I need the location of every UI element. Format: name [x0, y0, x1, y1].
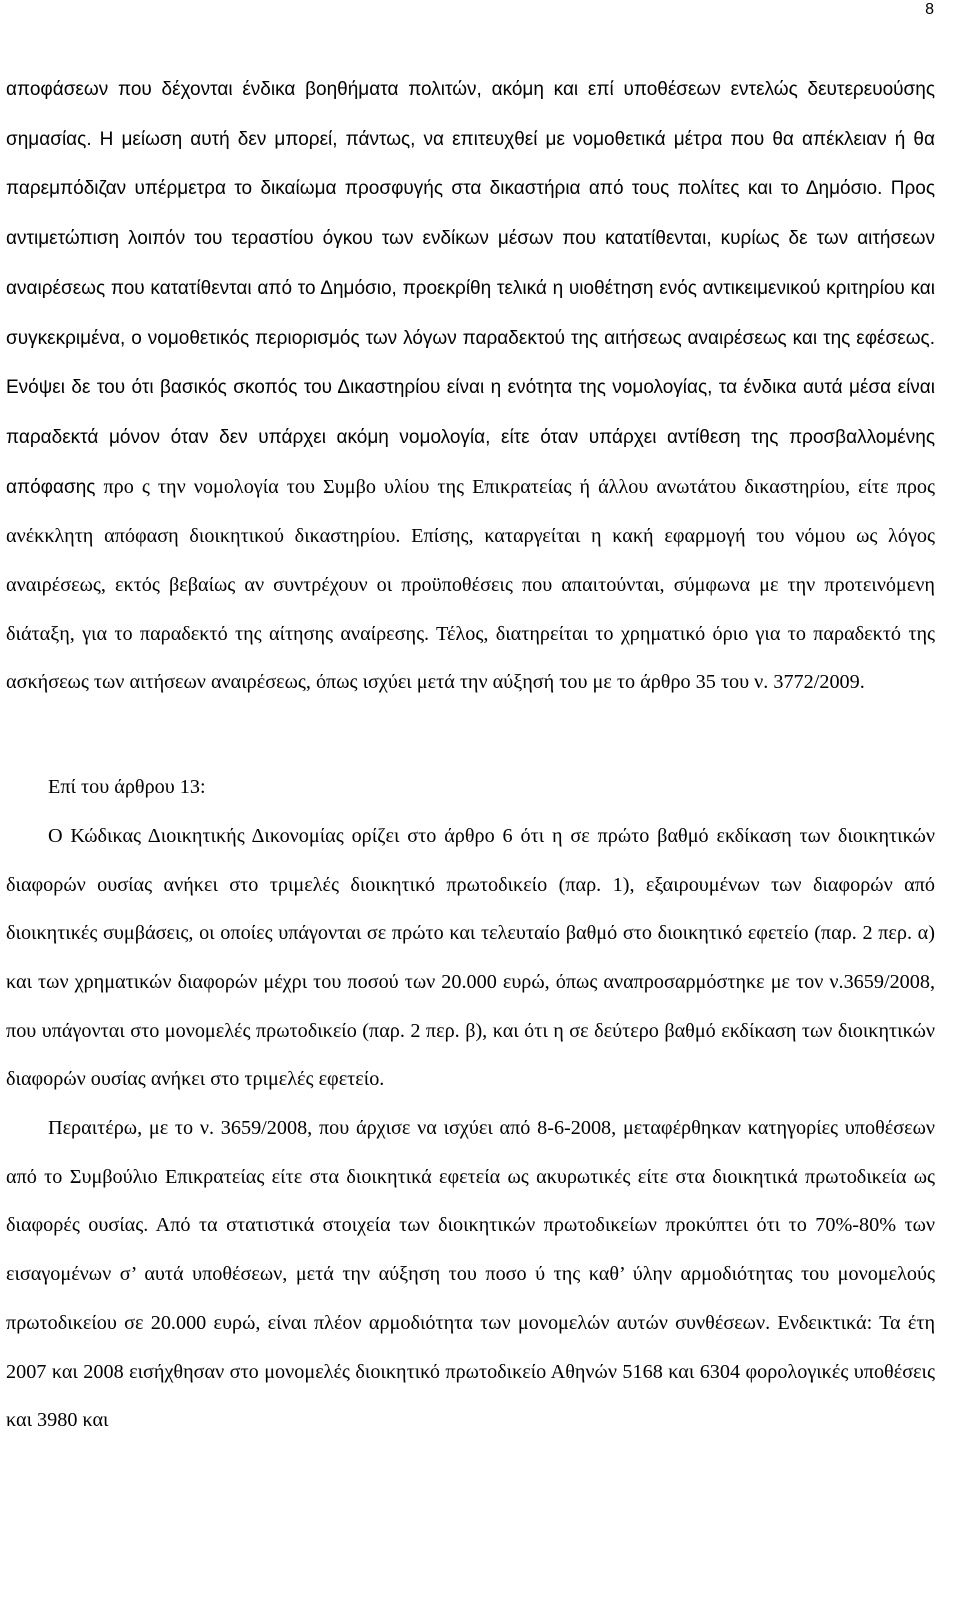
paragraph-text-sans: αποφάσεων που δέχονται ένδικα βοηθήματα πολιτών, ακόμη και επί υποθέσεων εντελώς δευτερευούσης σημασίας. Η μείωση αυτή δεν μπορεί, πάντως, να επιτευχθεί με νομοθετικά μέτρα που θα απέκλειαν ή θα παρεμπόδιζαν υπέρμετρα το δικαίωμα προσφυγής στα δικαστήρια από τους πολίτες και το Δημόσιο. Προς αντιμετώπιση λοιπόν του τεραστίου όγκου των ενδίκων μέσων που κατατίθενται, κυρίως δε των αιτήσεων αναιρέσεως που κατατίθενται από το Δημόσιο, προεκρίθη τελικά η υιοθέτηση ενός αντικειμενικού κριτηρίου και συγκεκριμένα, ο νομοθετικός περιορισμός των λόγων παραδεκτού της αιτήσεως αναιρέσεως και της εφέσεως. Ενόψει δε του ότι βασικός σκοπός του Δικαστηρίου είναι η ενότητα της νομολογίας, τα ένδικα αυτά μέσα είναι παραδεκτά μόνον όταν δεν υπάρχει ακόμη νομολογία, είτε όταν υπάρχει αντίθεση της προσβαλλομένης απόφασης — [6, 79, 935, 498]
section-heading-article-13: Επί του άρθρου 13: — [48, 776, 206, 799]
paragraph-continuation — [6, 65, 935, 707]
paragraph-further: Περαιτέρω, με το ν. 3659/2008, που άρχισε να ισχύει από 8-6-2008, μεταφέρθηκαν κατηγορίες υποθέσεων από το Συμβούλιο Επικρατείας είτε στα διοικητικά εφετεία ως ακυρωτικές είτε στα διοικητικά πρωτοδικεία ως διαφορές ουσίας. Από τα στατιστικά στοιχεία των διοικητικών πρωτοδικείων προκύπτει ότι το 70%-80% των εισαγομένων σ’ αυτά υποθέσεων, μετά την αύξηση του ποσο ύ της καθ’ ύλην αρμοδιότητας του μονομελούς πρωτοδικείου σε 20.000 ευρώ, είναι πλέον αρμοδιότητα των μονομελών αυτών συνθέσεων. Ενδεικτικά: Τα έτη 2007 και 2008 εισήχθησαν στο μονομελές διοικητικό πρωτοδικείο Αθηνών 5168 και 6304 φορολογικές υποθέσεις και 3980 και — [6, 1117, 935, 1432]
section-spacer — [6, 707, 935, 763]
paragraph-text-serif: προ ς την νομολογία του Συμβο υλίου της Επικρατείας ή άλλου ανωτάτου δικαστηρίου, είτε προς ανέκκλητη απόφαση διοικητικού δικαστηρίου. Επίσης, καταργείται η κακή εφαρμογή του νόμου ως λόγος αναιρέσεως, εκτός βεβαίως αν συντρέχουν οι προϋποθέσεις που απαιτούνται, σύμφωνα με την προτεινόμενη διάταξη, για το παραδεκτό της αίτησης αναίρεσης. Τέλος, διατηρείται το χρηματικό όριο για το παραδεκτό της ασκήσεως των αιτήσεων αναιρέσεως, όπως ισχύει μετά την αύξησή του με το άρθρο 35 του ν. 3772/2009. — [6, 475, 935, 694]
page-number: 8 — [925, 1, 934, 18]
document-body — [6, 65, 935, 1445]
paragraph-article-13: Ο Κώδικας Διοικητικής Δικονομίας ορίζει στο άρθρο 6 ότι η σε πρώτο βαθμό εκδίκαση των διοικητικών διαφορών ουσίας ανήκει στο τριμελές διοικητικό πρωτοδικείο (παρ. 1), εξαιρουμένων των διαφορών από διοικητικές συμβάσεις, οι οποίες υπάγονται σε πρώτο και τελευταίο βαθμό στο διοικητικό εφετείο (παρ. 2 περ. α) και των χρηματικών διαφορών μέχρι του ποσού των 20.000 ευρώ, όπως αναπροσαρμόστηκε με τον ν.3659/2008, που υπάγονται στο μονομελές πρωτοδικείο (παρ. 2 περ. β), και ότι η σε δεύτερο βαθμό εκδίκαση των διοικητικών διαφορών ουσίας ανήκει στο τριμελές εφετείο. — [6, 824, 935, 1091]
